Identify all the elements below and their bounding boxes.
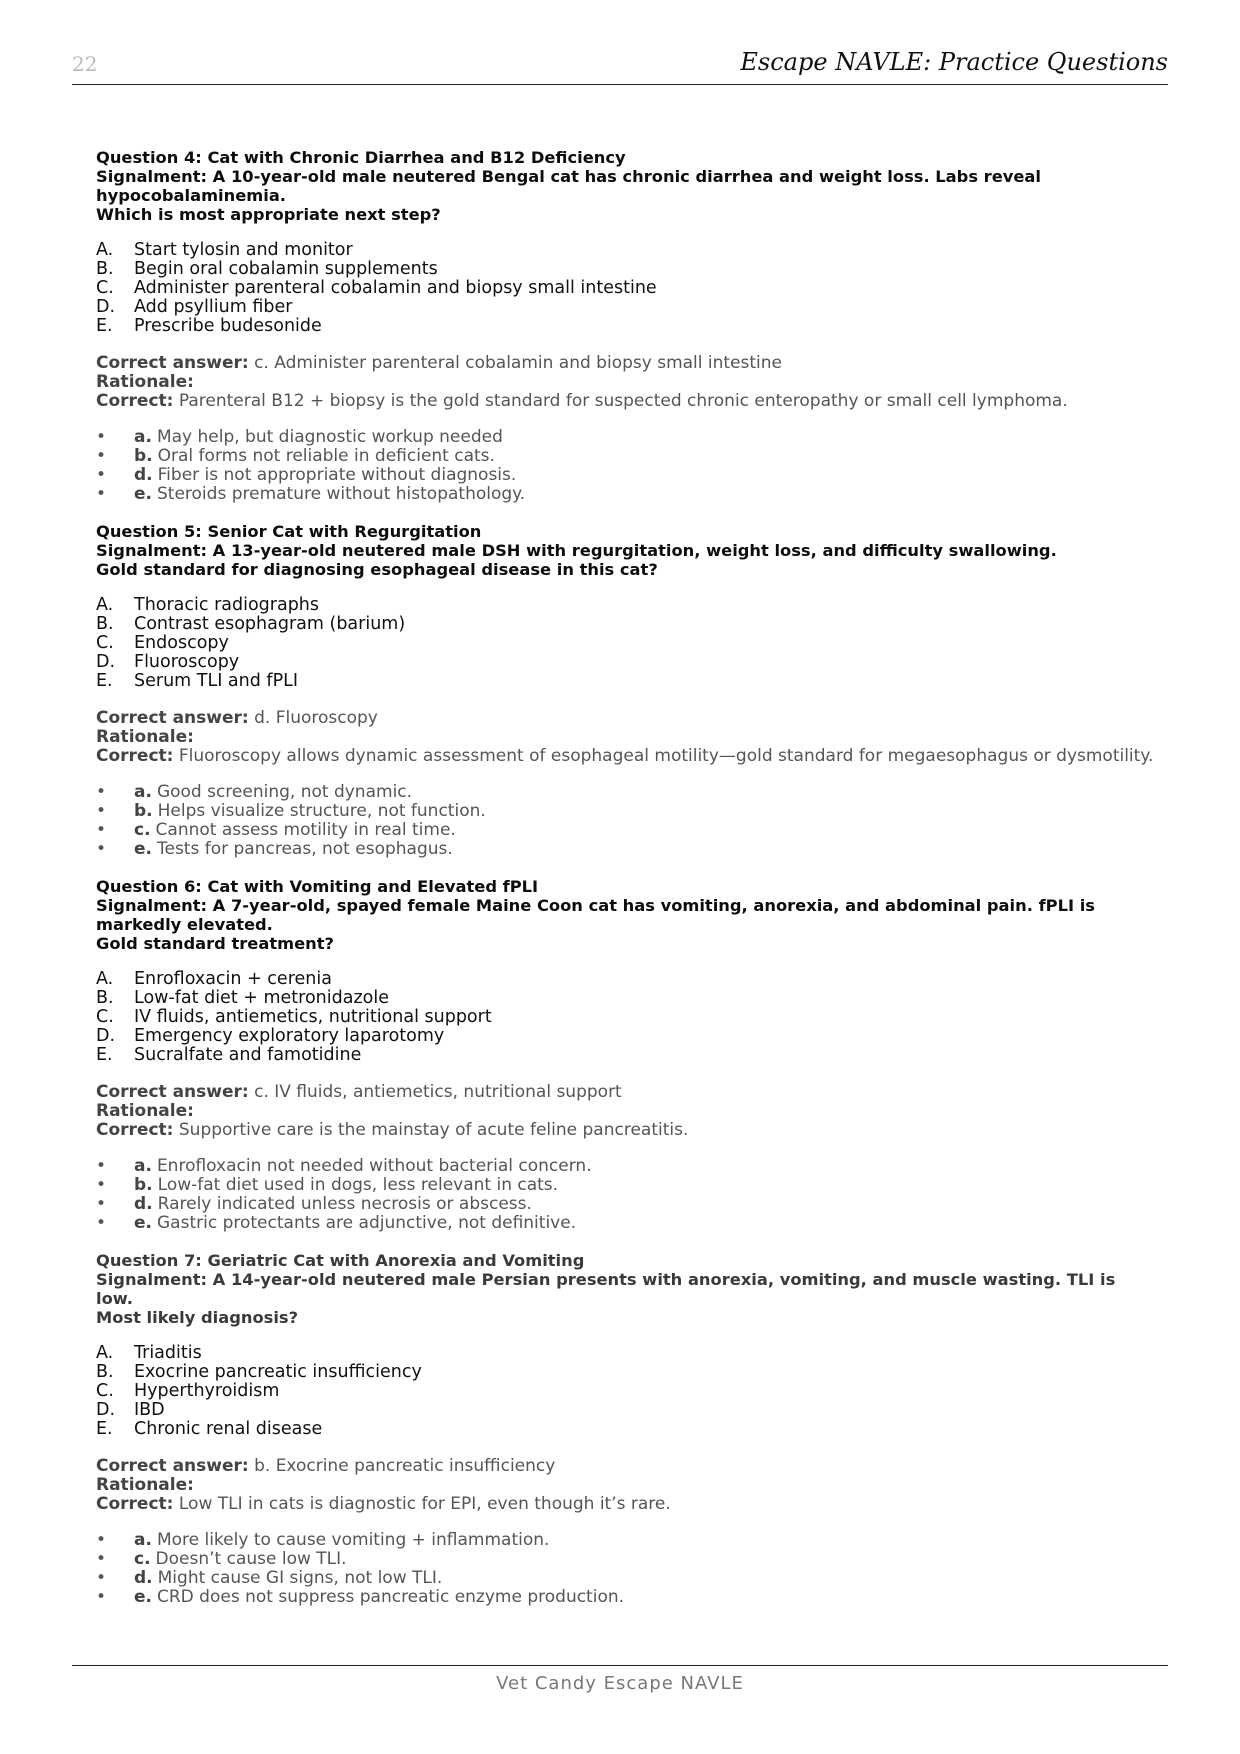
option-text: Endoscopy bbox=[134, 633, 229, 653]
rationale-correct-text: Low TLI in cats is diagnostic for EPI, even though it’s rare. bbox=[178, 1494, 671, 1514]
rationale-correct bbox=[96, 747, 1156, 766]
footer-text: Vet Candy Escape NAVLE bbox=[496, 1673, 744, 1694]
option-letter: B. bbox=[96, 1362, 114, 1382]
answer-options bbox=[96, 596, 1156, 691]
correct-answer-label: Correct answer: bbox=[96, 708, 249, 728]
answer-option bbox=[96, 615, 1156, 634]
correct-answer-label: Correct answer: bbox=[96, 353, 249, 373]
distractor-content bbox=[134, 1550, 347, 1569]
bullet-icon: • bbox=[96, 1194, 107, 1214]
question-signalment: Signalment: A 10-year-old male neutered Bengal cat has chronic diarrhea and weight loss. Labs reveal hypocobalaminemia. bbox=[96, 167, 1041, 205]
correct-answer-label: Correct answer: bbox=[96, 1082, 249, 1102]
option-letter: D. bbox=[96, 1400, 116, 1420]
question-prompt: Gold standard treatment? bbox=[96, 934, 334, 953]
distractor-content bbox=[134, 1588, 624, 1607]
distractor-letter: a. bbox=[134, 1530, 152, 1550]
distractor-letter: d. bbox=[134, 1194, 153, 1214]
option-letter: E. bbox=[96, 1419, 113, 1439]
distractor-item bbox=[96, 821, 1156, 840]
distractor-content bbox=[134, 821, 456, 840]
distractor-list bbox=[96, 1531, 1156, 1607]
answer-option bbox=[96, 241, 1156, 260]
distractor-text: Cannot assess motility in real time. bbox=[155, 820, 456, 840]
distractor-content bbox=[134, 1195, 532, 1214]
distractor-item bbox=[96, 1195, 1156, 1214]
option-text: Contrast esophagram (barium) bbox=[134, 614, 406, 634]
answer-option bbox=[96, 1008, 1156, 1027]
distractor-letter: c. bbox=[134, 820, 151, 840]
footer-divider bbox=[72, 1665, 1168, 1666]
correct-answer-label: Correct answer: bbox=[96, 1456, 249, 1476]
distractor-text: Rarely indicated unless necrosis or abscess. bbox=[157, 1194, 532, 1214]
distractor-list bbox=[96, 1157, 1156, 1233]
distractor-letter: b. bbox=[134, 801, 153, 821]
option-letter: A. bbox=[96, 1343, 114, 1363]
bullet-icon: • bbox=[96, 1156, 107, 1176]
distractor-item bbox=[96, 802, 1156, 821]
distractor-letter: d. bbox=[134, 1568, 153, 1588]
option-text: Fluoroscopy bbox=[134, 652, 240, 672]
rationale-correct-text: Supportive care is the mainstay of acute feline pancreatitis. bbox=[178, 1120, 689, 1140]
question-signalment: Signalment: A 13-year-old neutered male DSH with regurgitation, weight loss, and difficulty swallowing. bbox=[96, 541, 1057, 560]
option-letter: C. bbox=[96, 1381, 114, 1401]
option-text: Thoracic radiographs bbox=[134, 595, 320, 615]
answer-option bbox=[96, 672, 1156, 691]
question-prompt: Gold standard for diagnosing esophageal disease in this cat? bbox=[96, 560, 658, 579]
bullet-icon: • bbox=[96, 820, 107, 840]
distractor-content bbox=[134, 802, 486, 821]
bullet-icon: • bbox=[96, 1213, 107, 1233]
distractor-content bbox=[134, 840, 453, 859]
bullet-icon: • bbox=[96, 839, 107, 859]
correct-answer bbox=[96, 354, 1156, 373]
distractor-item bbox=[96, 783, 1156, 802]
page-number: 22 bbox=[72, 52, 98, 76]
answer-option bbox=[96, 596, 1156, 615]
correct-answer bbox=[96, 1457, 1156, 1476]
distractor-content bbox=[134, 428, 503, 447]
answer-option bbox=[96, 1420, 1156, 1439]
bullet-icon: • bbox=[96, 801, 107, 821]
answer-options bbox=[96, 1344, 1156, 1439]
option-text: Prescribe budesonide bbox=[134, 316, 322, 336]
option-text: Sucralfate and famotidine bbox=[134, 1045, 362, 1065]
rationale-correct bbox=[96, 392, 1156, 411]
distractor-content bbox=[134, 783, 412, 802]
question-title: Question 5: Senior Cat with Regurgitation bbox=[96, 522, 482, 541]
option-letter: D. bbox=[96, 297, 116, 317]
option-letter: B. bbox=[96, 259, 114, 279]
page-header bbox=[72, 44, 1168, 85]
correct-answer bbox=[96, 1083, 1156, 1102]
distractor-list bbox=[96, 783, 1156, 859]
distractor-text: Low-fat diet used in dogs, less relevant in cats. bbox=[157, 1175, 559, 1195]
answer-option bbox=[96, 279, 1156, 298]
correct-answer-text: c. IV fluids, antiemetics, nutritional support bbox=[254, 1082, 622, 1102]
question-block bbox=[96, 1251, 1156, 1607]
option-text: IBD bbox=[134, 1400, 165, 1420]
answer-option bbox=[96, 653, 1156, 672]
distractor-content bbox=[134, 1176, 558, 1195]
correct-answer-text: c. Administer parenteral cobalamin and biopsy small intestine bbox=[254, 353, 782, 373]
option-letter: C. bbox=[96, 633, 114, 653]
rationale-correct bbox=[96, 1121, 1156, 1140]
distractor-item bbox=[96, 428, 1156, 447]
option-text: Emergency exploratory laparotomy bbox=[134, 1026, 445, 1046]
answer-option bbox=[96, 260, 1156, 279]
option-text: Low-fat diet + metronidazole bbox=[134, 988, 389, 1008]
rationale-correct-label: Correct: bbox=[96, 1494, 174, 1514]
rationale-correct-label: Correct: bbox=[96, 391, 174, 411]
distractor-content bbox=[134, 1531, 549, 1550]
distractor-content bbox=[134, 485, 525, 504]
rationale-label: Rationale: bbox=[96, 1475, 194, 1495]
distractor-item bbox=[96, 1531, 1156, 1550]
option-text: Chronic renal disease bbox=[134, 1419, 323, 1439]
distractor-letter: a. bbox=[134, 1156, 152, 1176]
option-text: Start tylosin and monitor bbox=[134, 240, 353, 260]
question-title: Question 7: Geriatric Cat with Anorexia and Vomiting bbox=[96, 1251, 585, 1270]
distractor-item bbox=[96, 1588, 1156, 1607]
distractor-letter: b. bbox=[134, 446, 153, 466]
distractor-text: Tests for pancreas, not esophagus. bbox=[157, 839, 453, 859]
question-block bbox=[96, 877, 1156, 1233]
bullet-icon: • bbox=[96, 465, 107, 485]
option-text: Serum TLI and fPLI bbox=[134, 671, 299, 691]
bullet-icon: • bbox=[96, 1530, 107, 1550]
rationale-label: Rationale: bbox=[96, 727, 194, 747]
distractor-item bbox=[96, 1176, 1156, 1195]
header-title: Escape NAVLE: Practice Questions bbox=[740, 48, 1168, 76]
answer-option bbox=[96, 1382, 1156, 1401]
distractor-text: Doesn’t cause low TLI. bbox=[155, 1549, 347, 1569]
distractor-item bbox=[96, 840, 1156, 859]
bullet-icon: • bbox=[96, 1549, 107, 1569]
option-letter: C. bbox=[96, 278, 114, 298]
distractor-letter: c. bbox=[134, 1549, 151, 1569]
question-signalment: Signalment: A 7-year-old, spayed female Maine Coon cat has vomiting, anorexia, and abdominal pain. fPLI is markedly elevated. bbox=[96, 896, 1095, 934]
distractor-text: Steroids premature without histopathology. bbox=[157, 484, 526, 504]
distractor-text: Oral forms not reliable in deficient cats. bbox=[157, 446, 495, 466]
option-letter: A. bbox=[96, 595, 114, 615]
distractor-text: More likely to cause vomiting + inflammation. bbox=[156, 1530, 550, 1550]
answer-option bbox=[96, 634, 1156, 653]
answer-option bbox=[96, 317, 1156, 336]
correct-answer-text: b. Exocrine pancreatic insufficiency bbox=[254, 1456, 556, 1476]
answer-option bbox=[96, 1344, 1156, 1363]
option-letter: E. bbox=[96, 1045, 113, 1065]
option-text: Administer parenteral cobalamin and biopsy small intestine bbox=[134, 278, 657, 298]
option-text: Triaditis bbox=[134, 1343, 202, 1363]
rationale-correct-label: Correct: bbox=[96, 1120, 174, 1140]
option-letter: D. bbox=[96, 652, 116, 672]
rationale-correct-text: Parenteral B12 + biopsy is the gold standard for suspected chronic enteropathy or small cell lymphoma. bbox=[178, 391, 1068, 411]
option-text: Hyperthyroidism bbox=[134, 1381, 280, 1401]
option-letter: B. bbox=[96, 614, 114, 634]
question-title: Question 6: Cat with Vomiting and Elevated fPLI bbox=[96, 877, 539, 896]
answer-options bbox=[96, 970, 1156, 1065]
bullet-icon: • bbox=[96, 782, 107, 802]
option-letter: A. bbox=[96, 969, 114, 989]
option-letter: C. bbox=[96, 1007, 114, 1027]
distractor-item bbox=[96, 1214, 1156, 1233]
bullet-icon: • bbox=[96, 1587, 107, 1607]
distractor-letter: b. bbox=[134, 1175, 153, 1195]
option-letter: B. bbox=[96, 988, 114, 1008]
rationale-correct-label: Correct: bbox=[96, 746, 174, 766]
rationale-correct-text: Fluoroscopy allows dynamic assessment of esophageal motility—gold standard for megaesophagus or dysmotility. bbox=[178, 746, 1154, 766]
distractor-text: Good screening, not dynamic. bbox=[156, 782, 413, 802]
option-letter: A. bbox=[96, 240, 114, 260]
distractor-item bbox=[96, 466, 1156, 485]
distractor-letter: a. bbox=[134, 427, 152, 447]
option-text: Enrofloxacin + cerenia bbox=[134, 969, 332, 989]
correct-answer-text: d. Fluoroscopy bbox=[254, 708, 378, 728]
bullet-icon: • bbox=[96, 484, 107, 504]
distractor-letter: e. bbox=[134, 484, 152, 504]
answer-options bbox=[96, 241, 1156, 336]
bullet-icon: • bbox=[96, 446, 107, 466]
answer-option bbox=[96, 1046, 1156, 1065]
distractor-letter: e. bbox=[134, 1213, 152, 1233]
distractor-item bbox=[96, 485, 1156, 504]
distractor-item bbox=[96, 447, 1156, 466]
question-block bbox=[96, 522, 1156, 859]
distractor-text: CRD does not suppress pancreatic enzyme production. bbox=[157, 1587, 625, 1607]
option-letter: E. bbox=[96, 671, 113, 691]
question-prompt: Most likely diagnosis? bbox=[96, 1308, 299, 1327]
question-list bbox=[96, 148, 1156, 1625]
option-text: Exocrine pancreatic insufficiency bbox=[134, 1362, 422, 1382]
distractor-text: May help, but diagnostic workup needed bbox=[156, 427, 503, 447]
option-text: Begin oral cobalamin supplements bbox=[134, 259, 438, 279]
distractor-text: Helps visualize structure, not function. bbox=[157, 801, 486, 821]
answer-option bbox=[96, 989, 1156, 1008]
question-prompt: Which is most appropriate next step? bbox=[96, 205, 441, 224]
bullet-icon: • bbox=[96, 1568, 107, 1588]
distractor-content bbox=[134, 466, 516, 485]
answer-option bbox=[96, 1027, 1156, 1046]
rationale-label: Rationale: bbox=[96, 1101, 194, 1121]
distractor-text: Fiber is not appropriate without diagnosis. bbox=[157, 465, 517, 485]
distractor-text: Enrofloxacin not needed without bacterial concern. bbox=[156, 1156, 592, 1176]
bullet-icon: • bbox=[96, 1175, 107, 1195]
option-text: IV fluids, antiemetics, nutritional support bbox=[134, 1007, 492, 1027]
distractor-letter: e. bbox=[134, 1587, 152, 1607]
question-block bbox=[96, 148, 1156, 504]
distractor-content bbox=[134, 1569, 442, 1588]
distractor-item bbox=[96, 1157, 1156, 1176]
option-letter: E. bbox=[96, 316, 113, 336]
option-text: Add psyllium fiber bbox=[134, 297, 293, 317]
distractor-content bbox=[134, 1214, 576, 1233]
rationale-correct bbox=[96, 1495, 1156, 1514]
correct-answer bbox=[96, 709, 1156, 728]
distractor-text: Might cause GI signs, not low TLI. bbox=[157, 1568, 443, 1588]
question-signalment: Signalment: A 14-year-old neutered male Persian presents with anorexia, vomiting, and muscle wasting. TLI is low. bbox=[96, 1270, 1116, 1308]
distractor-item bbox=[96, 1550, 1156, 1569]
distractor-content bbox=[134, 1157, 592, 1176]
distractor-letter: e. bbox=[134, 839, 152, 859]
distractor-item bbox=[96, 1569, 1156, 1588]
distractor-list bbox=[96, 428, 1156, 504]
distractor-letter: d. bbox=[134, 465, 153, 485]
option-letter: D. bbox=[96, 1026, 116, 1046]
answer-option bbox=[96, 970, 1156, 989]
question-title: Question 4: Cat with Chronic Diarrhea and B12 Deficiency bbox=[96, 148, 626, 167]
distractor-letter: a. bbox=[134, 782, 152, 802]
distractor-text: Gastric protectants are adjunctive, not definitive. bbox=[157, 1213, 577, 1233]
bullet-icon: • bbox=[96, 427, 107, 447]
answer-option bbox=[96, 298, 1156, 317]
distractor-content bbox=[134, 447, 495, 466]
answer-option bbox=[96, 1401, 1156, 1420]
answer-option bbox=[96, 1363, 1156, 1382]
rationale-label: Rationale: bbox=[96, 372, 194, 392]
